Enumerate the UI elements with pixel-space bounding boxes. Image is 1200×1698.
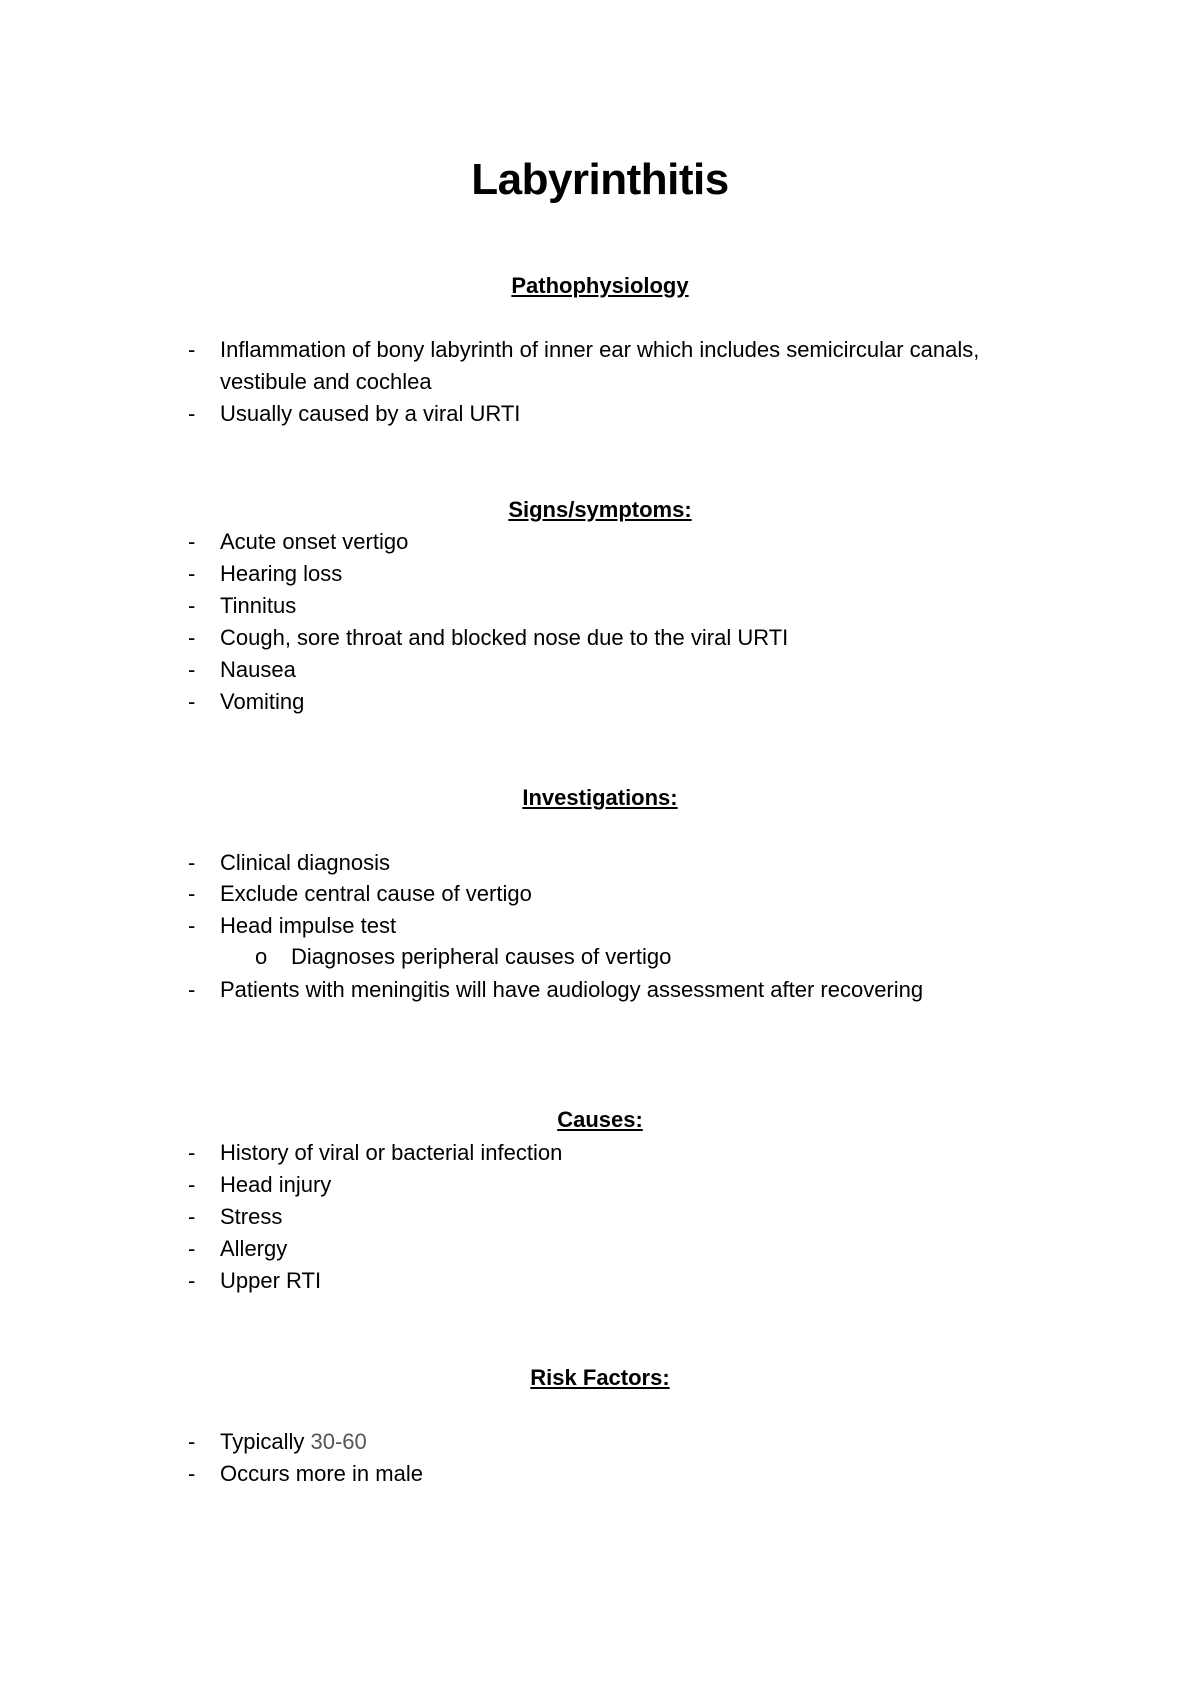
- bullet-dash: -: [188, 1140, 196, 1165]
- list-item-text: Hearing loss: [220, 561, 343, 586]
- document-title: Labyrinthitis: [471, 155, 729, 204]
- bullet-dash: -: [188, 561, 196, 586]
- bullet-dash: -: [188, 1172, 196, 1197]
- list-item-text: Upper RTI: [220, 1268, 322, 1293]
- list-item-text: Head impulse test: [220, 913, 397, 938]
- age-label: Typically: [220, 1429, 311, 1454]
- bullet-dash: -: [188, 1429, 196, 1454]
- signs-symptoms-heading: Signs/symptoms:: [508, 497, 692, 522]
- bullet-dash: -: [188, 850, 196, 875]
- pathophysiology-heading: Pathophysiology: [511, 273, 689, 298]
- age-range: 30-60: [310, 1429, 367, 1454]
- list-item-text: Acute onset vertigo: [220, 529, 409, 554]
- bullet-dash: -: [188, 337, 196, 362]
- list-item-text: History of viral or bacterial infection: [220, 1140, 563, 1165]
- bullet-dash: -: [188, 913, 196, 938]
- bullet-dash: -: [188, 1461, 196, 1486]
- bullet-dash: -: [188, 593, 196, 618]
- list-item-text: Exclude central cause of vertigo: [220, 881, 532, 906]
- investigations-heading: Investigations:: [522, 785, 678, 810]
- bullet-dash: -: [188, 1204, 196, 1229]
- list-item-text: Patients with meningitis will have audiology assessment after recovering: [220, 977, 924, 1002]
- list-item-text: Inflammation of bony labyrinth of inner ear which includes semicircular canals,: [220, 337, 980, 362]
- list-item-text: Clinical diagnosis: [220, 850, 390, 875]
- list-item-text: Nausea: [220, 657, 296, 682]
- bullet-dash: -: [188, 1236, 196, 1261]
- bullet-dash: -: [188, 1268, 196, 1293]
- bullet-dash: -: [188, 689, 196, 714]
- list-item-text: [220, 1426, 367, 1458]
- risk-factors-heading: Risk Factors:: [530, 1365, 670, 1390]
- sub-list-item-text: Diagnoses peripheral causes of vertigo: [291, 944, 672, 969]
- list-item-text: Tinnitus: [220, 593, 297, 618]
- bullet-dash: -: [188, 881, 196, 906]
- bullet-dash: -: [188, 625, 196, 650]
- list-item-text: Allergy: [220, 1236, 288, 1261]
- list-item-text: Stress: [220, 1204, 283, 1229]
- list-item-text: Occurs more in male: [220, 1461, 423, 1486]
- bullet-dash: -: [188, 657, 196, 682]
- list-item-text: vestibule and cochlea: [220, 369, 432, 394]
- list-item-text: Cough, sore throat and blocked nose due to the viral URTI: [220, 625, 789, 650]
- bullet-dash: -: [188, 529, 196, 554]
- bullet-dash: -: [188, 401, 196, 426]
- causes-heading: Causes:: [557, 1107, 643, 1132]
- sub-bullet-marker: o: [255, 944, 268, 969]
- bullet-dash: -: [188, 977, 196, 1002]
- list-item-text: Vomiting: [220, 689, 305, 714]
- list-item-text: Head injury: [220, 1172, 332, 1197]
- list-item-text: Usually caused by a viral URTI: [220, 401, 521, 426]
